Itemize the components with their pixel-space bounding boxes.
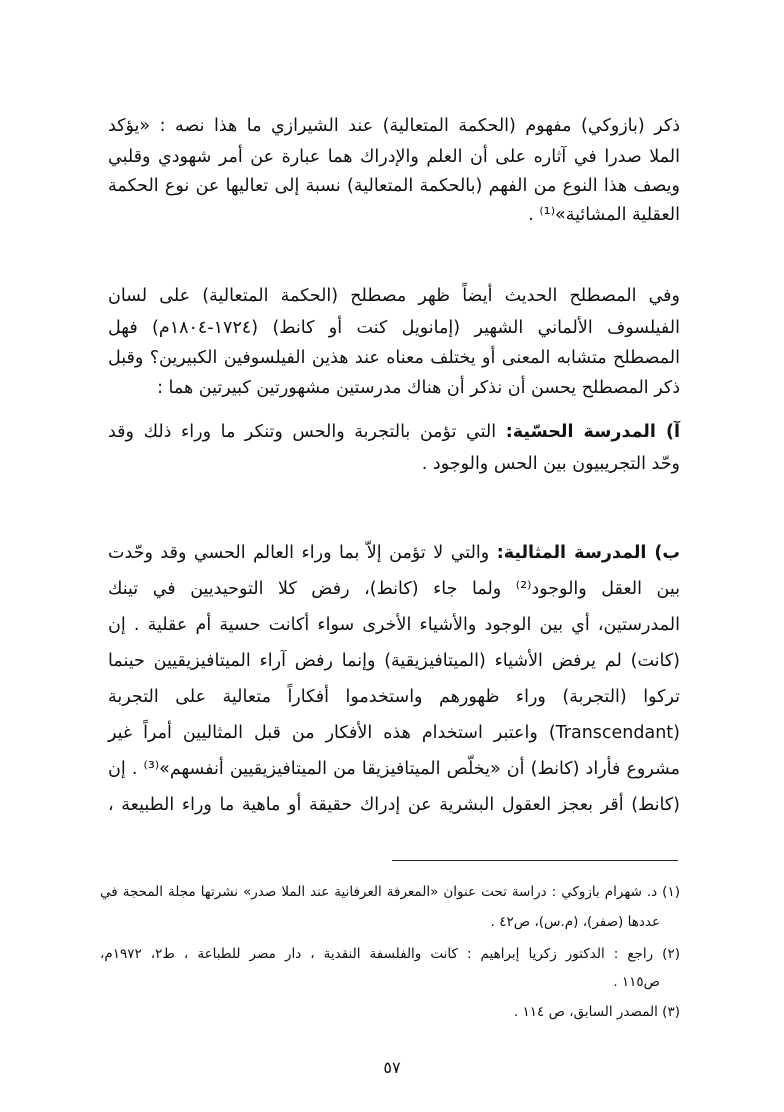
footnote-2-cont: ص١١٥ . <box>613 974 660 990</box>
item-a-label: آ) المدرسة الحسّية: <box>505 422 680 442</box>
footnote-1: (١) د. شهرام بازوكي : دراسة تحت عنوان «المعرفة العرفانية عند الملا صدر» نشرتها مجلة المحجة في <box>100 884 680 900</box>
item-a-text: التي تؤمن بالتجربة والحس وتنكر ما وراء ذلك وقد <box>108 422 497 442</box>
item-a-line <box>108 420 680 444</box>
item-b-line: مشروع فأراد (كانط) أن «يخلّص الميتافيزيقا من الميتافيزيقيين أنفسهم»⁽³⁾ . إن <box>108 759 680 779</box>
paragraph-2-line: وفي المصطلح الحديث أيضاً ظهر مصطلح (الحكمة المتعالية) على لسان <box>108 286 680 306</box>
paragraph-1-line: ذكر (بازوكي) مفهوم (الحكمة المتعالية) عند الشيرازي ما هذا نصه : «يؤكد <box>108 116 680 136</box>
item-b-line: (كانط) أقر بعجز العقول البشرية عن إدراك حقيقة أو ماهية ما وراء الطبيعة ، <box>108 795 680 815</box>
item-a-line: وحّد التجريبيون بين الحس والوجود . <box>421 454 680 474</box>
footnote-2: (٢) راجع : الدكتور زكريا إبراهيم : كانت والفلسفة النقدية ، دار مصر للطباعة ، ط٢، ١٩٧٢م، <box>100 946 680 962</box>
paragraph-2-line: ذكر المصطلح يحسن أن نذكر أن هناك مدرستين مشهورتين كبيرتين هما : <box>157 378 680 398</box>
paragraph-2-line: المصطلح متشابه المعنى أو يختلف معناه عند هذين الفيلسوفين الكبيرين؟ وقبل <box>108 348 680 368</box>
footnote-divider <box>392 860 678 861</box>
footnote-1-cont: عددها (صفر)، (م.س)، ص٤٢ . <box>490 914 660 930</box>
item-b-line: تركوا (التجربة) وراء ظهورهم واستخدموا أفكاراً متعالية على التجربة <box>108 687 680 707</box>
item-b-line: (Transcendant) واعتبر استخدام هذه الأفكار من قبل المثاليين أمراً غير <box>108 723 680 743</box>
item-b-label: ب) المدرسة المثالية: <box>496 543 680 563</box>
paragraph-1-line: ويصف هذا النوع من الفهم (بالحكمة المتعالية) نسبة إلى تعاليها عن نوع الحكمة <box>108 176 680 196</box>
paragraph-1-line: الملا صدرا في آثاره على أن العلم والإدراك هما عبارة عن أمر شهودي وقلبي <box>108 147 680 167</box>
item-b-line: بين العقل والوجود⁽²⁾ ولما جاء (كانط)، رفض كلا التوحيديين في تينك <box>108 579 680 599</box>
paragraph-1-line: العقلية المشائية»⁽¹⁾ . <box>528 205 680 225</box>
item-b-line: المدرستين، أي بين الوجود والأشياء الأخرى سواء أكانت حسية أم عقلية . إن <box>108 615 680 635</box>
paragraph-2-line: الفيلسوف الألماني الشهير (إمانويل كنت أو كانط) (١٧٢٤-١٨٠٤م) فهل <box>108 318 680 338</box>
item-b-text: والتي لا تؤمن إلاّ بما وراء العالم الحسي وقد وحّدت <box>108 543 490 563</box>
item-b-line <box>108 541 680 565</box>
footnote-3: (٣) المصدر السابق، ص ١١٤ . <box>513 1004 680 1020</box>
page-number: ٥٧ <box>383 1058 401 1077</box>
item-b-line: (كانت) لم يرفض الأشياء (الميتافيزيقية) وإنما رفض آراء الميتافيزيقيين حينما <box>108 651 680 671</box>
